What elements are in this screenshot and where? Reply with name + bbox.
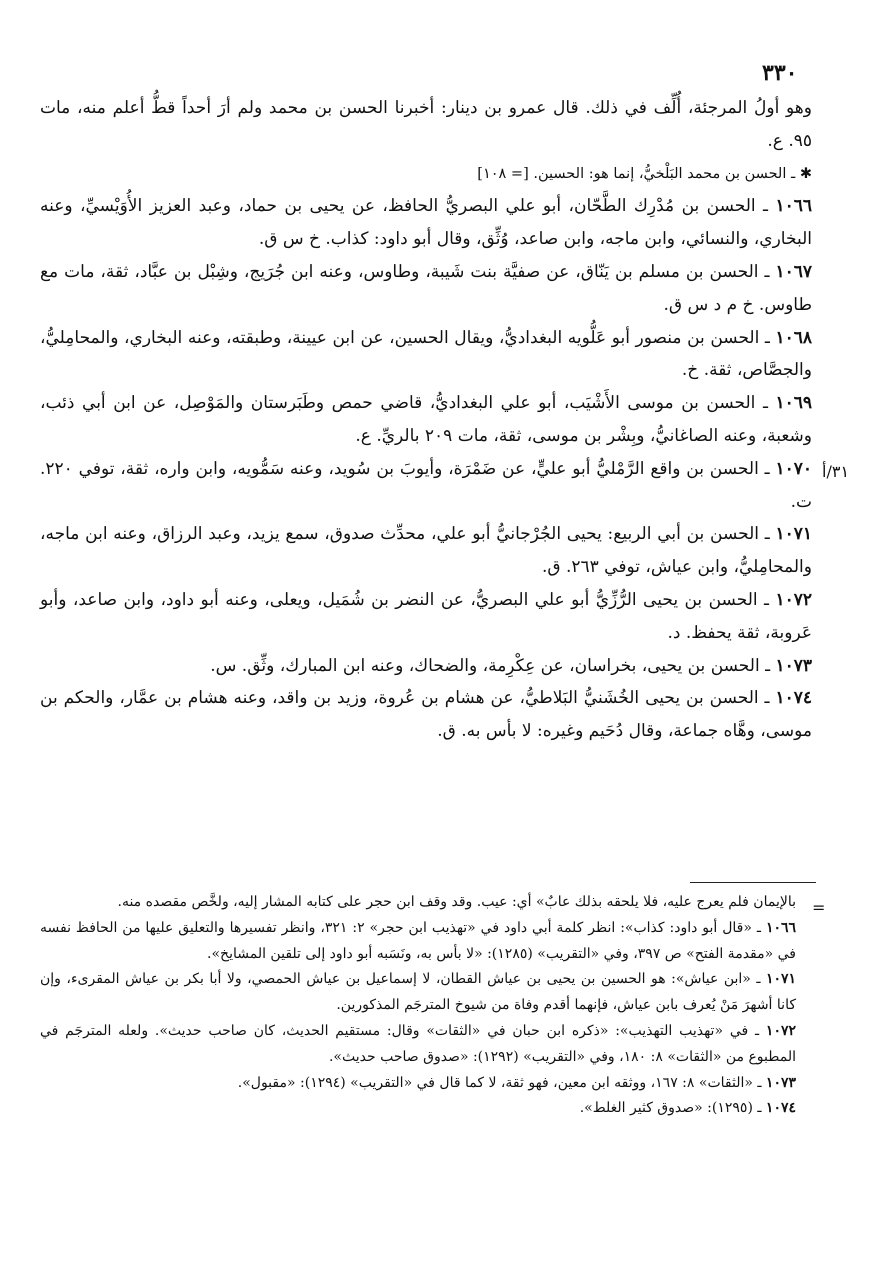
footnote-continuation (40, 890, 796, 916)
footnote-number: ١٠٧٢ (765, 1022, 796, 1039)
footnote-text: ـ (١٢٩٥): «صدوق كثير الغلط». (579, 1100, 762, 1117)
entry-number: ١٠٧٣ (775, 655, 812, 676)
entry-number: ١٠٧١ (775, 524, 812, 545)
footnote-text: ـ «الثقات» ٨: ١٦٧، ووثقه ابن معين، فهو ثقة، لا كما قال في «التقريب» (١٢٩٤): «مقبول». (237, 1074, 762, 1091)
entry-1071 (40, 518, 812, 584)
footnote-number: ١٠٧٣ (765, 1074, 796, 1091)
entry-continuation (40, 92, 812, 158)
footnote-1071 (40, 967, 796, 1019)
entry-text: وهو أولُ المرجئة، أُلِّف في ذلك. قال عمرو بن دينار: أخبرنا الحسن بن محمد ولم أرَ أحداً قطُّ أعلم منه، مات ٩٥. ع. (40, 98, 812, 151)
entry-1069 (40, 387, 812, 453)
footnotes (40, 890, 796, 1122)
entry-number: ١٠٦٩ (775, 393, 812, 414)
entry-text: ـ الحسن بن مُدْرِك الطَّحّان، أبو علي البصريُّ الحافظ، عن يحيى بن حماد، وعبد العزيز الأُوَيْسيِّ، وعنه البخاري، والنسائي، وابن ماجه، وابن صاعد، وُثِّق، وقال أبو داود: كذاب. خ س ق. (40, 196, 812, 250)
footnote-number: ١٠٧١ (765, 971, 797, 988)
manuscript-folio-note: ٣١/أ (822, 462, 850, 481)
entry-number: ١٠٦٧ (775, 261, 812, 282)
footnote-1074 (40, 1096, 796, 1122)
footnote-1066 (40, 916, 796, 968)
entry-1067 (40, 256, 812, 322)
entry-text: ـ الحسن بن واقع الرَّمْليُّ أبو عليٍّ، عن ضَمْرَة، وأيوبَ بن سُويد، وعنه سَمُّويه، وابن واره، ثقة، توفي ٢٢٠. ت. (40, 458, 812, 512)
entry-text: ـ الحسن بن يحيى الخُشَنيُّ البَلاطيُّ، عن هشام بن عُروة، وزيد بن واقد، وعنه هشام بن عمَّار، والحكم بن موسى، وهَّاه جماعة، وقال دُحَيم وغيره: لا بأس به. ق. (40, 688, 812, 742)
main-text (40, 92, 812, 748)
entry-text: ـ الحسن بن منصور أبو عَلُّويه البغداديُّ، ويقال الحسين، عن ابن عيينة، وطبقته، وعنه البخاري، والمحامِليُّ، والجصَّاص، ثقة. خ. (40, 327, 812, 381)
entry-text: ـ الحسن بن مسلم بن يَنّاق، عن صفيَّة بنت شَيبة، وطاوس، وعنه ابن جُرَيج، وشِبْل بن عبَّاد، ثقة، مات مع طاوس. خ م د س ق. (40, 261, 812, 315)
footnote-1072 (40, 1019, 796, 1071)
footnote-text: ـ «قال أبو داود: كذاب»: انظر كلمة أبي داود في «تهذيب ابن حجر» ٢: ٣٢١، وانظر تفسيرها والتعليق عليها من الحافظ نفسه في «مقدمة الفتح» ص ٣٩٧، وفي «التقريب» (١٢٨٥): «لا بأس به، ونَسَبه أبو داود إلى تلقين المشايخ». (40, 919, 796, 962)
entry-1068 (40, 322, 812, 388)
entry-text: ـ الحسن بن موسى الأَشْيَب، أبو علي البغداديُّ، قاضي حمص وطَبَرستان والمَوْصِل، عن ابن أبي ذئب، وشعبة، وعنه الصاغانيُّ، وبِشْر بن موسى، ثقة، مات ٢٠٩ بالريِّ. ع. (40, 393, 812, 446)
entry-1073 (40, 650, 812, 683)
entry-text: ـ الحسن بن أبي الربيع: يحيى الجُرْجانيُّ أبو علي، محدِّث صدوق، سمع يزيد، وعبد الرزاق، وعنه ابن ماجه، والمحامِليُّ، وابن عياش، توفي ٢٦٣. ق. (40, 524, 812, 578)
footnote-text: ـ في «تهذيب التهذيب»: «ذكره ابن حبان في «الثقات» وقال: مستقيم الحديث، كان صاحب حديث». ولعله المترجَم في المطبوع من «الثقات» ٨: ١٨٠، وفي «التقريب» (١٢٩٢): «صدوق صاحب حديث». (40, 1022, 796, 1065)
entry-number: ١٠٧٤ (775, 688, 812, 709)
entry-number: ١٠٦٨ (775, 327, 812, 348)
entry-number: ١٠٦٦ (775, 196, 812, 217)
footnote-divider (690, 882, 816, 883)
entry-text: ـ الحسن بن يحيى الرُّزِّيُّ أبو علي البصريُّ، عن النضر بن شُمَيل، ويعلى، وعنه أبو داود، وابن صاعد، وأبو عَروبة، ثقة يحفظ. د. (40, 589, 812, 643)
entry-text: ✱ ـ الحسن بن محمد البَلْخيُّ، إنما هو: الحسين. [= ١٠٨] (477, 165, 812, 182)
entry-1066 (40, 190, 812, 256)
entry-text: ـ الحسن بن يحيى، بخراسان، عن عِكْرِمة، والضحاك، وعنه ابن المبارك، وثِّق. س. (210, 655, 771, 676)
entry-1072 (40, 584, 812, 650)
footnote-number: ١٠٧٤ (765, 1100, 796, 1117)
footnote-text: بالإيمان فلم يعرج عليه، فلا يلحقه بذلك عابٌ» أي: عيب. وقد وقف ابن حجر على كتابه المشار إليه، ولخَّص مقصده منه. (117, 894, 796, 910)
entry-1074 (40, 682, 812, 748)
entry-number: ١٠٧٠ (775, 458, 812, 479)
entry-1070 (40, 453, 812, 519)
footnote-continuation-mark: = (812, 898, 826, 917)
page-number: ٣٣٠ (762, 60, 798, 86)
cross-reference-entry (40, 158, 812, 191)
entry-number: ١٠٧٢ (775, 589, 812, 610)
footnote-1073 (40, 1071, 796, 1097)
footnote-text: ـ «ابن عياش»: هو الحسين بن يحيى بن عياش القطان، لا إسماعيل بن عياش الحمصي، ولا أبا بكر بن عياش المقرىء، وإن كانا أشهرَ مَنْ يُعرف بابن عياش، فإنهما أقدم وفاة من شيوخ المترجَم المذكورين. (40, 971, 796, 1014)
footnote-number: ١٠٦٦ (765, 919, 797, 936)
